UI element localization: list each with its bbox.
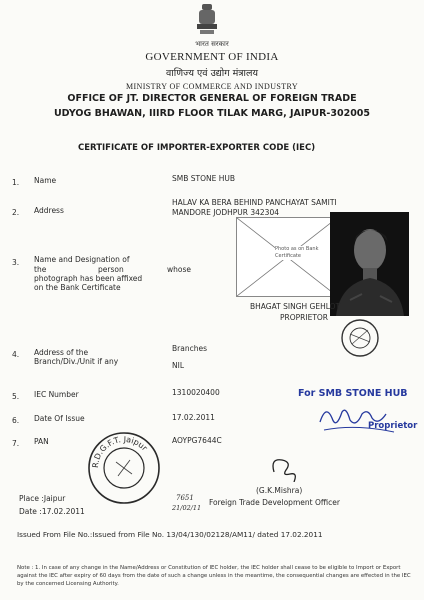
designation-label-word: person	[98, 265, 124, 274]
field-number: 2.	[12, 208, 20, 217]
svg-text:R.D.G.F.T. Jaipur: R.D.G.F.T. Jaipur	[90, 434, 150, 469]
designation-label-word: whose	[167, 265, 191, 274]
issued-from-file: Issued From File No.:Issued from File No. 13/04/130/02128/AM11/ dated 17.02.2011	[17, 530, 323, 539]
photo-placeholder-label: Photo as on Bank Certificate	[275, 246, 319, 259]
bank-seal-stamp	[336, 316, 388, 360]
hindi-ministry-heading: वाणिज्य एवं उद्योग मंत्रालय	[166, 68, 258, 79]
footnote: Note : 1. In case of any change in the Name/Address or Constitution of IEC holder, the IEC holder shall cease to be eligible to Import or Export against the IEC after expiry of 60 days from the date of such a change unless in the meantime, the consequential changes are effected in the IEC by the concerned Licensing Authority.	[17, 565, 411, 588]
firm-stamp-text: For SMB STONE HUB	[298, 388, 408, 399]
certificate-title: CERTIFICATE OF IMPORTER-EXPORTER CODE (IEC)	[78, 143, 316, 153]
field-number: 3.	[12, 258, 20, 267]
place: Place :Jaipur	[19, 494, 66, 503]
proprietor-signature	[316, 398, 412, 440]
field-number: 6.	[12, 416, 20, 425]
field-number: 7.	[12, 439, 20, 448]
branch-value-heading: Branches	[172, 344, 207, 353]
national-emblem-icon	[192, 2, 222, 36]
dgft-round-seal	[84, 428, 164, 508]
date-of-issue-label: Date Of Issue	[34, 414, 85, 423]
branch-value: NIL	[172, 361, 185, 370]
pan-label: PAN	[34, 437, 49, 446]
office-heading: OFFICE OF JT. DIRECTOR GENERAL OF FOREIGN TRADE	[67, 93, 357, 104]
designation-label-line-3: photograph has been affixed	[34, 274, 143, 283]
government-heading: GOVERNMENT OF INDIA	[145, 51, 279, 63]
officer-designation: Foreign Trade Development Officer	[209, 498, 340, 507]
holder-designation: PROPRIETOR	[280, 313, 329, 322]
designation-label-line-1: Name and Designation of	[34, 255, 130, 264]
date: Date :17.02.2011	[19, 507, 85, 516]
bank-certificate-photo-placeholder	[236, 217, 338, 297]
date-of-issue-value: 17.02.2011	[172, 413, 215, 422]
designation-label-word: the	[34, 265, 47, 274]
ministry-heading: MINISTRY OF COMMERCE AND INDUSTRY	[125, 82, 299, 91]
iec-number-label: IEC Number	[34, 390, 79, 399]
holder-name: BHAGAT SINGH GEHLOT	[250, 302, 341, 311]
address-line-2: MANDORE JODHPUR 342304	[172, 208, 279, 217]
officer-name: (G.K.Mishra)	[256, 486, 303, 495]
branch-label-line-2: Branch/Div./Unit if any	[34, 357, 119, 366]
pan-value: AOYPG7644C	[172, 436, 222, 445]
name-label: Name	[34, 176, 57, 185]
name-value: SMB STONE HUB	[172, 174, 236, 183]
stamp-designation: Proprietor	[368, 421, 418, 431]
field-number: 5.	[12, 392, 20, 401]
branch-label-line-1: Address of the	[34, 348, 89, 357]
holder-photograph	[330, 212, 409, 316]
address-label: Address	[34, 206, 64, 215]
officer-signature	[268, 452, 308, 482]
handwritten-ref-number: 7651	[176, 494, 194, 502]
field-number: 4.	[12, 350, 20, 359]
iec-number-value: 1310020400	[172, 388, 220, 397]
address-line-1: HALAV KA BERA BEHIND PANCHAYAT SAMITI	[172, 198, 337, 207]
office-address: UDYOG BHAWAN, IIIRD FLOOR TILAK MARG, JAIPUR-302005	[53, 108, 371, 119]
designation-label-line-4: on the Bank Certificate	[34, 283, 121, 292]
field-number: 1.	[12, 178, 20, 187]
handwritten-ref-date: 21/02/11	[172, 504, 202, 512]
hindi-header-small: भारत सरकार	[195, 40, 229, 48]
